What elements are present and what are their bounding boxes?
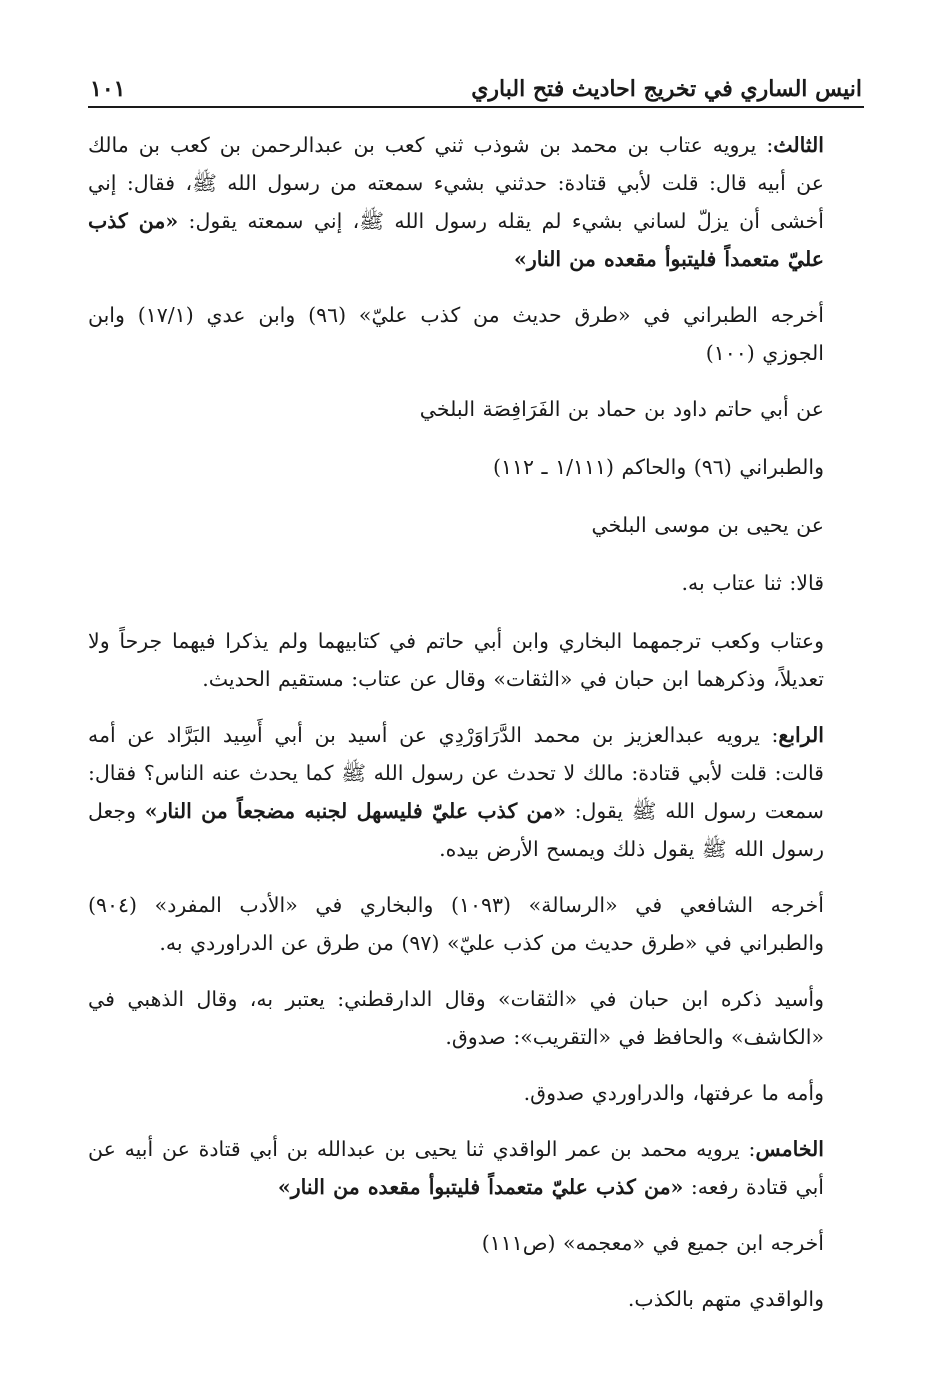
paragraph-chain-3: عن يحيى بن موسى البلخي xyxy=(591,513,824,537)
paragraph-fourth-narration xyxy=(88,716,864,868)
paragraph-usayd-note: وأسيد ذكره ابن حبان في «الثقات» وقال الدارقطني: يعتبر به، وقال الذهبي في «الكاشف» والحافظ في «التقريب»: صدوق. xyxy=(88,987,824,1049)
hadith-quote: «من كذب عليّ متعمداً فليتبوأ مقعده من النار» xyxy=(277,1175,684,1199)
paragraph-narrators-note: وعتاب وكعب ترجمهما البخاري وابن أبي حاتم في كتابيهما ولم يذكرا فيهما جرحاً ولا تعديلاً، وذكرهما ابن حبان في «الثقات» وقال عن عتاب: مستقيم الحديث. xyxy=(88,629,824,691)
paragraph-takhrij-2: أخرجه الشافعي في «الرسالة» (١٠٩٣) والبخاري في «الأدب المفرد» (٩٠٤) والطبراني في «طرق حديث من كذب عليّ» (٩٧) من طرق عن الدراوردي به. xyxy=(88,893,825,955)
paragraph-waqidi-note: والواقدي متهم بالكذب. xyxy=(627,1287,824,1311)
paragraph-chain-2: والطبراني (٩٦) والحاكم (١/١١١ ـ ١١٢) xyxy=(492,455,824,479)
paragraph-third-narration xyxy=(88,126,864,278)
paragraph-text: : يرويه عبدالعزيز بن محمد الدَّرَاوَرْدِي عن أسيد بن أبي أَسِيد البَرَّاد عن أمه قالت: قلت لأبي قتادة: مالك لا تحدث عن رسول الله ﷺ كما يحدث عنه الناس؟ فقال: سمعت رسول الله ﷺ يقول: xyxy=(88,723,824,823)
paragraph-takhrij-1: أخرجه الطبراني في «طرق حديث من كذب عليّ» (٩٦) وابن عدي (١٧/١) وابن الجوزي (١٠٠) xyxy=(88,303,824,365)
section-label-fifth: الخامس xyxy=(755,1137,824,1161)
paragraph-text: : يرويه عتاب بن محمد بن شوذب ثني كعب بن عبدالرحمن بن كعب بن مالك عن أبيه قال: قلت لأبي قتادة: حدثني بشيء سمعته من رسول الله ﷺ، فقال: إني أخشى أن يزلّ لساني بشيء لم يقله رسول الله ﷺ، إني سمعته يقول: xyxy=(88,133,824,233)
document-page xyxy=(88,62,864,1336)
hadith-quote: «من كذب عليّ متعمداً فليتبوأ مقعده من النار» xyxy=(88,209,824,271)
page-number: ١٠١ xyxy=(90,76,126,102)
paragraph-mother-note: وأمه ما عرفتها، والدراوردي صدوق. xyxy=(523,1081,824,1105)
page-body xyxy=(88,126,864,1318)
paragraph-text: وجعل رسول الله ﷺ يقول ذلك ويمسح الأرض بيده. xyxy=(88,799,824,861)
paragraph-takhrij-3: أخرجه ابن جميع في «معجمه» (ص١١١) xyxy=(481,1231,824,1255)
section-label-third: الثالث xyxy=(773,133,824,157)
book-title: انيس الساري في تخريج احاديث فتح الباري xyxy=(471,76,862,102)
running-header xyxy=(88,62,864,108)
paragraph-chain-1: عن أبي حاتم داود بن حماد بن الفَرَافِصَة البلخي xyxy=(419,397,824,421)
hadith-quote: «من كذب عليّ فليسهل لجنبه مضجعاً من النار» xyxy=(144,799,566,823)
paragraph-text: : يرويه محمد بن عمر الواقدي ثنا يحيى بن عبدالله بن أبي قتادة عن أبيه عن أبي قتادة رفعه: xyxy=(88,1137,824,1199)
paragraph-fifth-narration xyxy=(88,1130,864,1206)
section-label-fourth: الرابع xyxy=(778,723,824,747)
paragraph-chain-4: قالا: ثنا عتاب به. xyxy=(681,571,824,595)
